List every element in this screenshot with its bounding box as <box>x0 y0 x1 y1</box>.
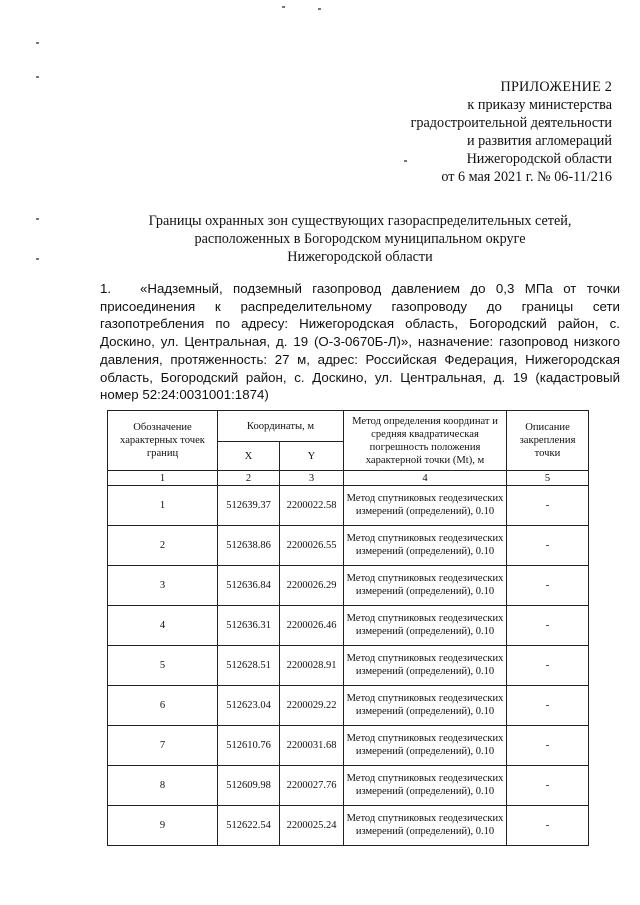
title-line: Нижегородской области <box>287 249 433 265</box>
coord-y: 2200028.91 <box>280 646 344 686</box>
column-number-row <box>108 471 589 486</box>
fixing-description: - <box>507 726 589 766</box>
appendix-heading: ПРИЛОЖЕНИЕ 2 <box>500 79 612 95</box>
header-coordinates: Координаты, м <box>218 411 344 442</box>
coord-y: 2200025.24 <box>280 806 344 846</box>
coord-x: 512636.84 <box>218 566 280 606</box>
coord-y: 2200026.55 <box>280 526 344 566</box>
title-line: Границы охранных зон существующих газораспределительных сетей, <box>148 213 572 229</box>
method-cell: Метод спутниковых геодезических измерений (определений), 0.10 <box>344 766 507 806</box>
point-number: 1 <box>108 486 218 526</box>
appendix-line: Нижегородской области <box>466 151 612 167</box>
point-number: 9 <box>108 806 218 846</box>
scan-speck <box>36 258 39 260</box>
fixing-description: - <box>507 766 589 806</box>
point-number: 7 <box>108 726 218 766</box>
method-cell: Метод спутниковых геодезических измерений (определений), 0.10 <box>344 566 507 606</box>
column-number: 3 <box>280 471 344 486</box>
column-number: 5 <box>507 471 589 486</box>
table-row <box>108 766 589 806</box>
appendix-line: градостроительной деятельности <box>410 115 612 131</box>
document-title <box>100 212 620 266</box>
column-number: 1 <box>108 471 218 486</box>
scan-speck <box>36 42 39 44</box>
coord-y: 2200027.76 <box>280 766 344 806</box>
table-row <box>108 646 589 686</box>
method-cell: Метод спутниковых геодезических измерений (определений), 0.10 <box>344 686 507 726</box>
appendix-line: от 6 мая 2021 г. № 06-11/216 <box>441 169 612 185</box>
table-row <box>108 726 589 766</box>
coord-x: 512628.51 <box>218 646 280 686</box>
coord-y: 2200022.58 <box>280 486 344 526</box>
table-row <box>108 806 589 846</box>
table-row <box>108 566 589 606</box>
method-cell: Метод спутниковых геодезических измерений (определений), 0.10 <box>344 806 507 846</box>
scan-speck <box>318 8 321 10</box>
fixing-description: - <box>507 806 589 846</box>
header-method: Метод определения координат и средняя квадратическая погрешность положения характерной точки (Mt), м <box>344 411 507 471</box>
paragraph-text: «Надземный, подземный газопровод давлением до 0,3 МПа от точки присоединения к распределительному газопроводу до границы сети газопотребления по адресу: Нижегородская область, Богородский район, с. Доскино, ул. Центральная, д. 19 (О-3-0670Б-Л)», назначение: газопровод низкого давления, протяженность: 27 м, адрес: Российская Федерация, Нижегородская область, Богородский район, с. Доскино, ул. Центральная, д. 19 (кадастровый номер 52:24:0031001:1874) <box>100 281 620 403</box>
table-row <box>108 686 589 726</box>
method-cell: Метод спутниковых геодезических измерений (определений), 0.10 <box>344 526 507 566</box>
coord-x: 512639.37 <box>218 486 280 526</box>
coord-y: 2200026.46 <box>280 606 344 646</box>
point-number: 5 <box>108 646 218 686</box>
method-cell: Метод спутниковых геодезических измерений (определений), 0.10 <box>344 646 507 686</box>
header-y: Y <box>280 442 344 471</box>
coord-x: 512623.04 <box>218 686 280 726</box>
fixing-description: - <box>507 526 589 566</box>
appendix-line: к приказу министерства <box>467 97 612 113</box>
coord-x: 512610.76 <box>218 726 280 766</box>
fixing-description: - <box>507 686 589 726</box>
coord-y: 2200029.22 <box>280 686 344 726</box>
point-number: 8 <box>108 766 218 806</box>
column-number: 2 <box>218 471 280 486</box>
scan-speck <box>36 218 39 220</box>
point-number: 6 <box>108 686 218 726</box>
point-number: 2 <box>108 526 218 566</box>
appendix-line: и развития агломераций <box>466 133 612 149</box>
method-cell: Метод спутниковых геодезических измерений (определений), 0.10 <box>344 486 507 526</box>
coordinates-table <box>107 410 589 846</box>
point-number: 4 <box>108 606 218 646</box>
method-cell: Метод спутниковых геодезических измерений (определений), 0.10 <box>344 606 507 646</box>
table-row <box>108 606 589 646</box>
table-row <box>108 486 589 526</box>
scan-speck <box>282 6 285 8</box>
scan-speck <box>36 76 39 78</box>
fixing-description: - <box>507 606 589 646</box>
coord-x: 512609.98 <box>218 766 280 806</box>
paragraph-number: 1. <box>100 281 112 296</box>
header-description: Описание закрепления точки <box>507 411 589 471</box>
column-number: 4 <box>344 471 507 486</box>
object-description <box>100 280 620 404</box>
appendix-block <box>352 78 612 186</box>
method-cell: Метод спутниковых геодезических измерений (определений), 0.10 <box>344 726 507 766</box>
point-number: 3 <box>108 566 218 606</box>
fixing-description: - <box>507 566 589 606</box>
header-x: X <box>218 442 280 471</box>
coord-x: 512638.86 <box>218 526 280 566</box>
coord-x: 512622.54 <box>218 806 280 846</box>
title-line: расположенных в Богородском муниципальном округе <box>194 231 526 247</box>
coord-y: 2200026.29 <box>280 566 344 606</box>
coord-y: 2200031.68 <box>280 726 344 766</box>
coord-x: 512636.31 <box>218 606 280 646</box>
table-row <box>108 526 589 566</box>
fixing-description: - <box>507 486 589 526</box>
header-designation: Обозначение характерных точек границ <box>108 411 218 471</box>
fixing-description: - <box>507 646 589 686</box>
